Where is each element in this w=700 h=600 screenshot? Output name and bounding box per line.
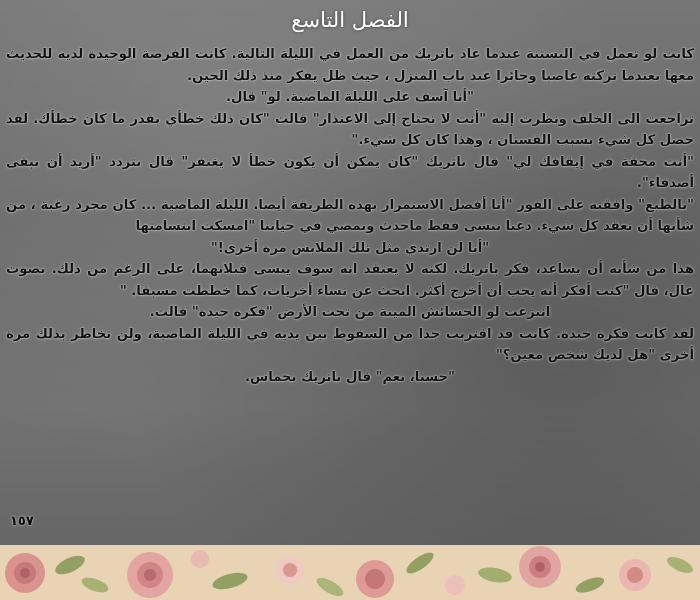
paragraph: "أنا آسف على الليلة الماضية. لو" قال. (226, 90, 474, 105)
paragraph: "بالطبع" وافقته على الفور "أنا أفضل الاستمرار بهذه الطريقة أيضا. الليلة الماضية ... كان مجرد رغبة ، من شأنها أن تعقد كل شيء. دعنا ننسى فقط ماحدث ونمضي في حياتنا "امسكت ابتسامتها (6, 197, 694, 234)
paragraph: انتزعت لو الحشائش الميتة من تحت الأرض "فكرة جيدة" قالت. (149, 305, 551, 320)
paragraph: تراجعت الى الخلف ونظرت إليه "أنت لا تحتاج إلى الاعتذار" قالت "كان ذلك خطأي بقدر ما كان خطأك. لقد حصل كل شيء بسبب الفستان ، وهذا كان كل شيء." (6, 111, 694, 148)
paragraph: "حسنا، نعم" قال باتريك بحماس. (245, 369, 455, 385)
paragraph: لقد كانت فكرة جيدة. كانت قد اقتربت جدا من السقوط بين يديه في الليلة الماضية، ولن تخاطر بذلك مرة أخرى "هل لديك شخص معين؟" (6, 326, 694, 363)
paragraph: "أنا لن ارتدي مثل تلك الملابس مرة أخرى!" (210, 240, 490, 256)
paragraph: كانت لو تعمل في البستنة عندما عاد باتريك من العمل في الليلة التالية. كانت الفرصة الوحيدة لديه للحديث معها بعندما تركته غاضبا وحائرا عند باب المنزل ، حيث ظل يفكر منذ ذلك الحين. (6, 47, 694, 84)
paragraph: "أنت محقة في إيقافك لي" قال باتريك "كان يمكن أن يكون خطأ لا يغتفر" قال بتردد "أريد أن نبقى أصدقاء". (6, 154, 694, 191)
chapter-title: الفصل التاسع (291, 8, 409, 32)
page-text (6, 44, 694, 388)
page-number: ١٥٧ (10, 514, 34, 529)
floral-pattern-icon (0, 545, 700, 600)
floral-border (0, 545, 700, 600)
paragraph: هذا من شأنه أن يساعد، فكر باتريك. لكنه لا يعتقد انه سوف ينسى قبلاتهما، على الرغم من ذلك. بصوت عال، قال "كنت أفكر أنه يجب أن أخرج أكثر. ابحث عن نساء أخريات، كما خططت مسبقا. " (6, 262, 694, 299)
